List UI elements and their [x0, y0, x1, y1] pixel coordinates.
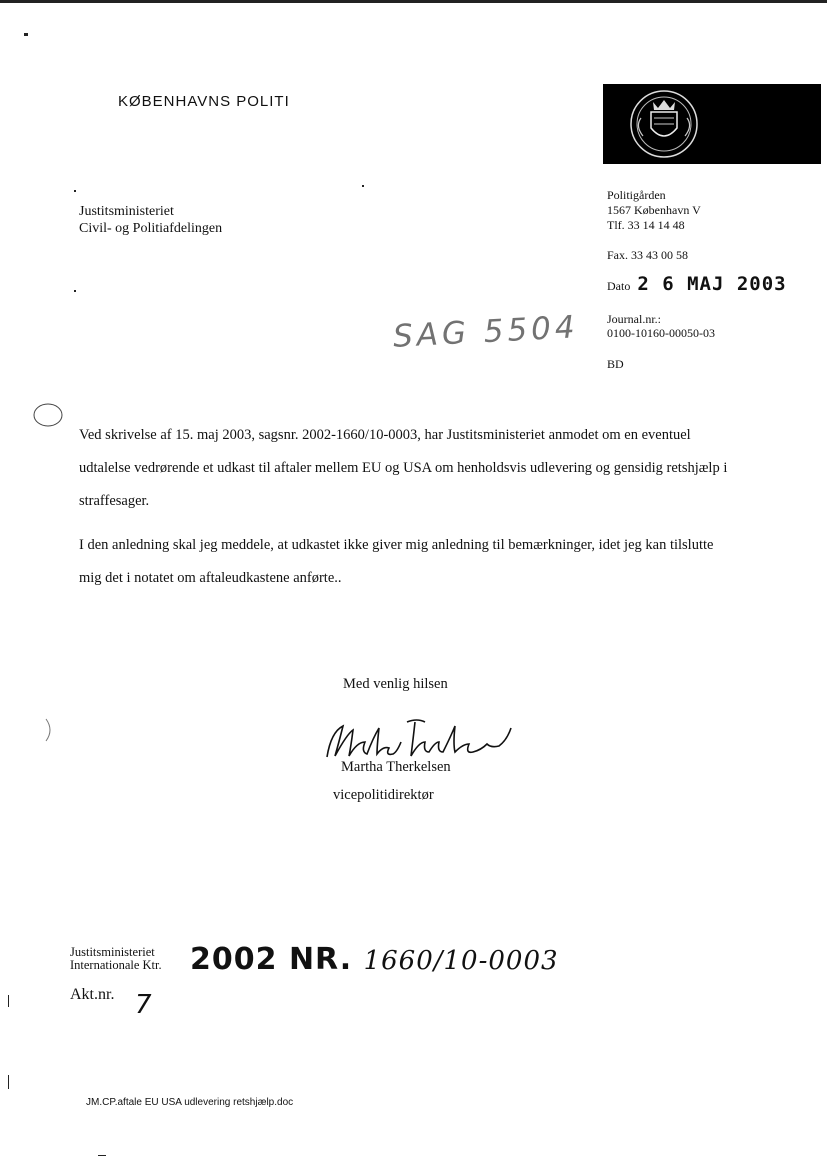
stamp-line: Justitsministeriet [70, 945, 155, 959]
body-paragraph: Ved skrivelse af 15. maj 2003, sagsnr. 2002-1660/10-0003, har Justitsministeriet anmodet om en eventuel udtalelse vedrørende et udkast til aftaler mellem EU og USA om henholdsvis udlevering og gensidig retshjælp i straffesager. [79, 427, 728, 509]
scan-mark [8, 995, 9, 1007]
recipient-address [79, 203, 222, 237]
scan-mark [24, 33, 28, 36]
signer-name: Martha Therkelsen [341, 759, 451, 775]
journal-number [607, 312, 715, 340]
stamp-nr: NR. [288, 942, 353, 977]
stamp-year: 2002 [190, 942, 278, 977]
signer-title: vicepolitidirektør [333, 787, 434, 803]
scan-mark [74, 290, 76, 292]
stamp-case-number [190, 942, 559, 977]
hole-punch-mark [38, 715, 58, 745]
sender-fax: Fax. 33 43 00 58 [607, 248, 688, 262]
recipient-line: Civil- og Politiafdelingen [79, 221, 223, 236]
journal-value: 0100-10160-00050-03 [607, 326, 715, 340]
initials: BD [607, 357, 624, 371]
ministry-receipt-stamp [70, 946, 162, 972]
sender-name: Politigården [607, 188, 666, 202]
akt-label: Akt.nr. [70, 986, 115, 1003]
sender-address [607, 188, 701, 233]
sender-phone: Tlf. 33 14 14 48 [607, 218, 685, 232]
scan-top-edge [0, 0, 827, 3]
letterhead-title: KØBENHAVNS POLITI [118, 93, 290, 110]
date-label: Dato [607, 279, 631, 293]
scan-mark [98, 1155, 106, 1156]
sender-street: 1567 København V [607, 203, 701, 217]
stamp-case-handwritten: 1660/10-0003 [363, 946, 559, 976]
body-paragraph: I den anledning skal jeg meddele, at udkastet ikke giver mig anledning til bemærkninger, idet jeg kan tilslutte mig det i notatet om aftaleudkastene anførte.. [79, 537, 714, 586]
scan-mark [74, 190, 76, 192]
hole-punch-mark [30, 400, 70, 430]
crest-icon [623, 88, 705, 160]
date-stamp: 2 6 MAJ 2003 [637, 273, 787, 295]
recipient-line: Justitsministeriet [79, 204, 174, 219]
document-filename: JM.CP.aftale EU USA udlevering retshjælp.doc [86, 1097, 294, 1108]
journal-label: Journal.nr.: [607, 312, 661, 326]
date-row [607, 273, 787, 295]
scan-mark [362, 185, 364, 187]
stamp-line: Internationale Ktr. [70, 958, 162, 972]
scan-mark [8, 1075, 9, 1089]
akt-value-handwritten: 7 [135, 990, 152, 1020]
closing-greeting: Med venlig hilsen [343, 676, 448, 692]
handwritten-case-note: SAG 5504 [392, 309, 580, 355]
police-crest-logo [603, 84, 821, 164]
